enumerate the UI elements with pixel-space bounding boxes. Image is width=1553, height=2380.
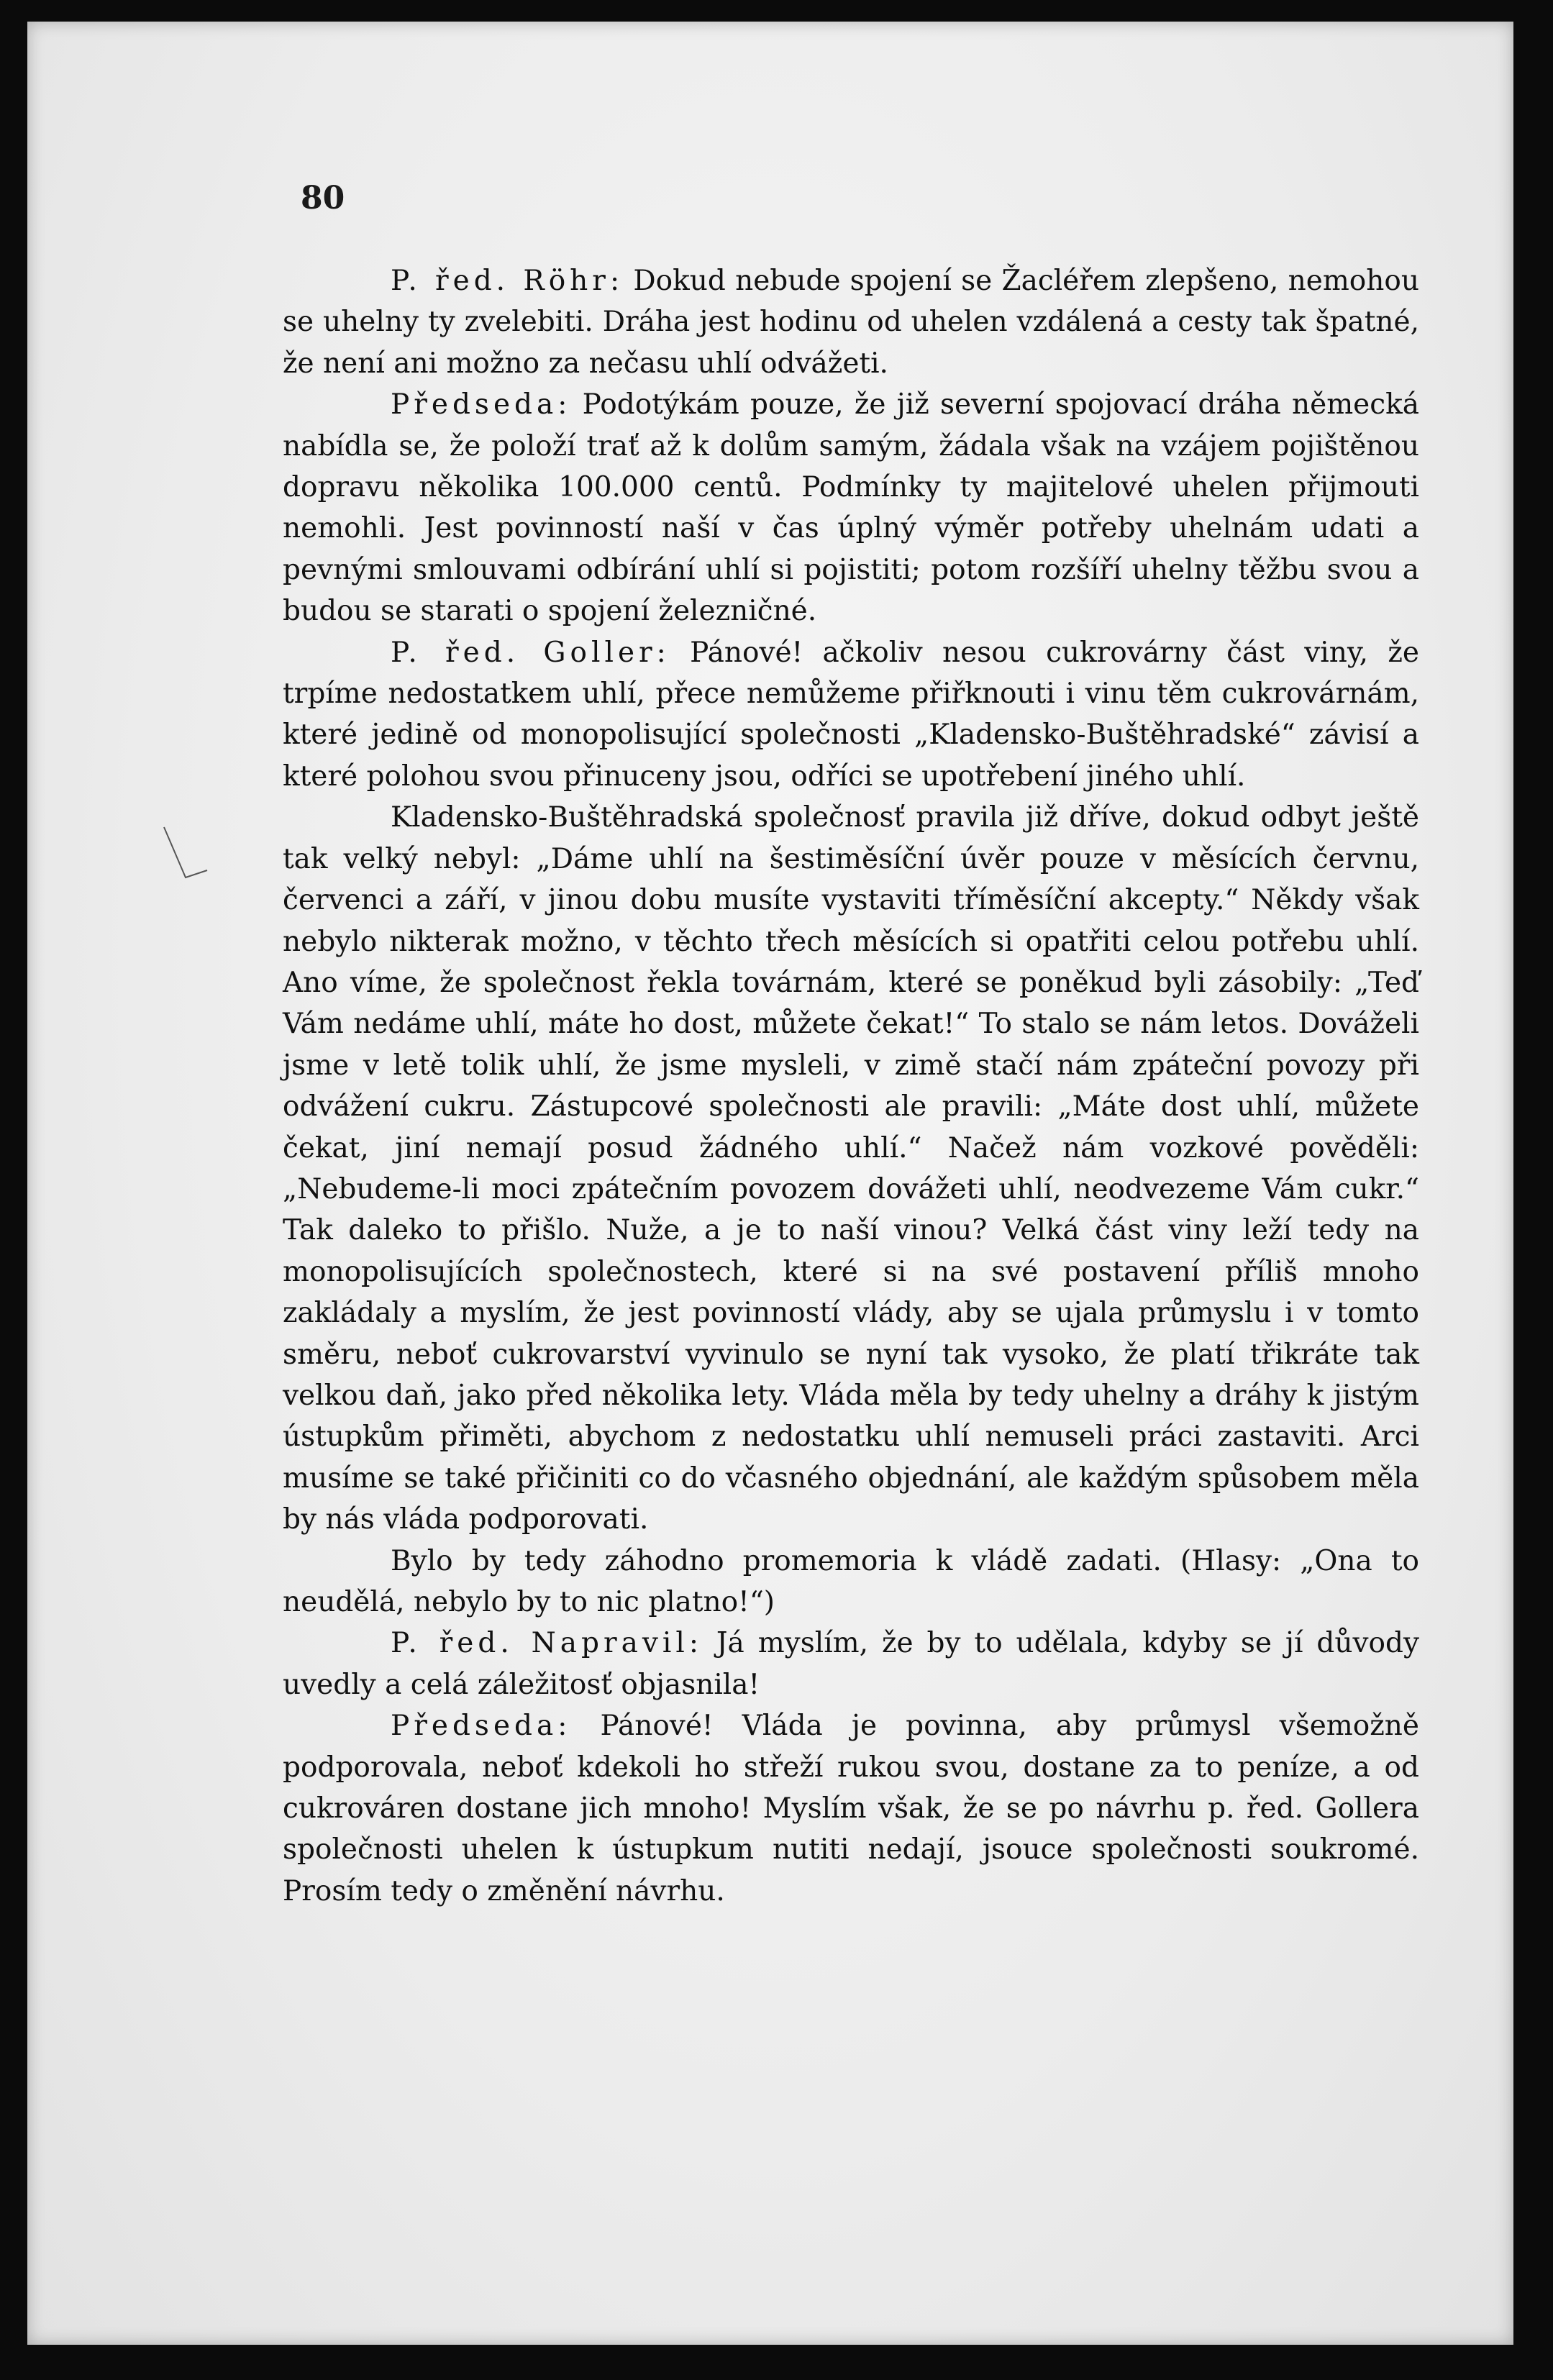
speaker-label: P. řed. Röhr: <box>391 265 624 297</box>
paragraph-goller <box>283 632 1419 798</box>
paragraph-text: Pánové! ačkoliv nesou cukrovárny část viny, že trpíme nedostatkem uhlí, přece nemůžeme přiřknouti i vinu těm cukrovárnám, které jedině od monopolisující společnosti „Kladensko-Buštěhradské“ závisí a které polohou svou přinuceny jsou, odříci se upotřebení jiného uhlí. <box>283 636 1419 793</box>
paragraph-text: Kladensko-Buštěhradská společnosť pravila již dříve, dokud odbyt ještě tak velký nebyl: „Dáme uhlí na šestiměsíční úvěr pouze v měsících červnu, červenci a září, v jinou dobu musíte vystaviti tříměsíční akcepty.“ Někdy však nebylo nikterak možno, v těchto třech měsících si opatřiti celou potřebu uhlí. Ano víme, že společnost řekla továrnám, které se poněkud byli zásobily: „Teď Vám nedáme uhlí, máte ho dost, můžete čekat!“ To stalo se nám letos. Dováželi jsme v letě tolik uhlí, že jsme mysleli, v zimě stačí nám zpáteční povozy při odvážení cukru. Zástupcové společnosti ale pravili: „Máte dost uhlí, můžete čekat, jiní nemají posud žádného uhlí.“ Načež nám vozkové pověděli: „Nebudeme-li moci zpátečním povozem dovážeti uhlí, neodvezeme Vám cukr.“ Tak daleko to přišlo. Nuže, a je to naší vinou? Velká část viny leží tedy na monopolisujících společnostech, které si na své postavení příliš mnoho zakládaly a myslím, že jest povinností vlády, aby se ujala průmyslu i v tomto směru, neboť cukrovarství vyvinulo se nyní tak vysoko, že platí třikráte tak velkou daň, jako před několika lety. Vláda měla by tedy uhelny a dráhy k jistým ústupkům přiměti, abychom z nedostatku uhlí nemuseli práci zastaviti. Arci musíme se také přičiniti co do včasného objednání, ale každým spůsobem měla by nás vláda podporovati. <box>283 801 1419 1536</box>
speaker-label: Předseda: <box>391 388 572 421</box>
paragraph-text: Pánové! Vláda je povinna, aby průmysl všemožně podporovala, neboť kdekoli ho střeží rukou svou, dostane za to peníze, a od cukrováren dostane jich mnoho! Myslím však, že se po návrhu p. řed. Gollera společnosti uhelen k ústupkum nutiti nedají, jsouce společnosti soukromé. Prosím tedy o změnění návrhu. <box>283 1710 1419 1907</box>
speaker-label: P. řed. Napravil: <box>391 1627 703 1660</box>
body-text <box>283 260 1419 1912</box>
speaker-label: Předseda: <box>391 1710 572 1743</box>
page-number: 80 <box>301 180 345 216</box>
paragraph-predseda-1 <box>283 384 1419 632</box>
margin-pencil-mark <box>160 820 211 885</box>
paragraph-text: Dokud nebude spojení se Žacléřem zlepšeno, nemohou se uhelny ty zvelebiti. Dráha jest hodinu od uhelen vzdálená a cesty tak špatné, že není ani možno za nečasu uhlí odvážeti. <box>283 265 1419 380</box>
paragraph-kladensko <box>283 797 1419 1540</box>
paragraph-text: Podotýkám pouze, že již severní spojovací dráha německá nabídla se, že položí trať až k dolům samým, žádala však na vzájem pojištěnou dopravu několika 100.000 centů. Podmínky ty majitelové uhelen přijmouti nemohli. Jest povinností naší v čas úplný výměr potřeby uhelnám udati a pevnými smlouvami odbírání uhlí si pojistiti; potom rozšíří uhelny těžbu svou a budou se starati o spojení železničné. <box>283 388 1419 628</box>
paragraph-napravil <box>283 1623 1419 1705</box>
paragraph-text: Bylo by tedy záhodno promemoria k vládě zadati. (Hlasy: „Ona to neudělá, nebylo by to nic platno!“) <box>283 1544 1419 1618</box>
paragraph-text: Já myslím, že by to udělala, kdyby se jí důvody uvedly a celá záležitosť objasnila! <box>283 1627 1419 1701</box>
paragraph-promemoria <box>283 1541 1419 1623</box>
speaker-label: P. řed. Goller: <box>391 636 670 669</box>
paragraph-predseda-2 <box>283 1705 1419 1912</box>
scanned-page <box>27 22 1513 2345</box>
paragraph-rohr <box>283 260 1419 384</box>
